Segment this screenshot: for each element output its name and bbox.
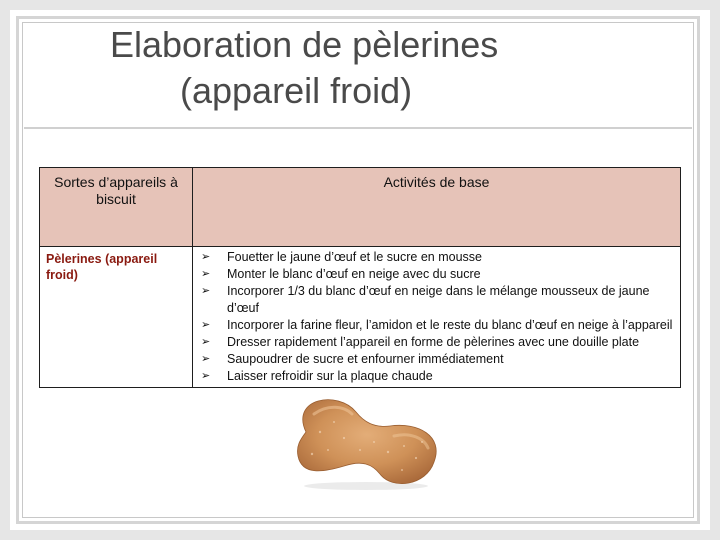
slide-title bbox=[110, 22, 630, 114]
arrow-bullet-icon: ➢ bbox=[201, 268, 211, 280]
list-item: ➢ Fouetter le jaune d’œuf et le sucre en mousse bbox=[201, 250, 482, 264]
list-item: ➢ Incorporer la farine fleur, l’amidon et le reste du blanc d’œuf en neige à l’appareil bbox=[201, 318, 673, 332]
row-label: Pèlerines (appareil froid) bbox=[40, 247, 193, 388]
arrow-bullet-icon: ➢ bbox=[201, 285, 211, 297]
arrow-bullet-icon: ➢ bbox=[201, 370, 211, 382]
title-line-2: (appareil froid) bbox=[180, 70, 413, 111]
activities-list bbox=[199, 249, 676, 385]
arrow-bullet-icon: ➢ bbox=[201, 251, 211, 263]
ladyfinger-biscuit-photo bbox=[284, 392, 444, 490]
arrow-bullet-icon: ➢ bbox=[201, 336, 211, 348]
header-activites: Activités de base bbox=[193, 168, 681, 247]
activities-cell bbox=[193, 247, 681, 388]
arrow-bullet-icon: ➢ bbox=[201, 353, 211, 365]
list-item: ➢ Dresser rapidement l’appareil en forme de pèlerines avec une douille plate bbox=[201, 335, 640, 349]
list-item: ➢ Incorporer 1/3 du blanc d’œuf en neige dans le mélange mousseux de jaune d’œuf bbox=[201, 284, 650, 315]
header-sortes: Sortes d’appareils à biscuit bbox=[40, 168, 193, 247]
activities-table bbox=[39, 167, 681, 388]
title-line-1: Elaboration de pèlerines bbox=[110, 24, 499, 65]
arrow-bullet-icon: ➢ bbox=[201, 319, 211, 331]
list-item: ➢ Saupoudrer de sucre et enfourner immédiatement bbox=[201, 352, 504, 366]
table-header-row bbox=[40, 168, 681, 247]
table-row bbox=[40, 247, 681, 388]
list-item: ➢ Monter le blanc d’œuf en neige avec du sucre bbox=[201, 267, 481, 281]
title-divider bbox=[24, 127, 692, 129]
list-item: ➢ Laisser refroidir sur la plaque chaude bbox=[201, 369, 433, 383]
